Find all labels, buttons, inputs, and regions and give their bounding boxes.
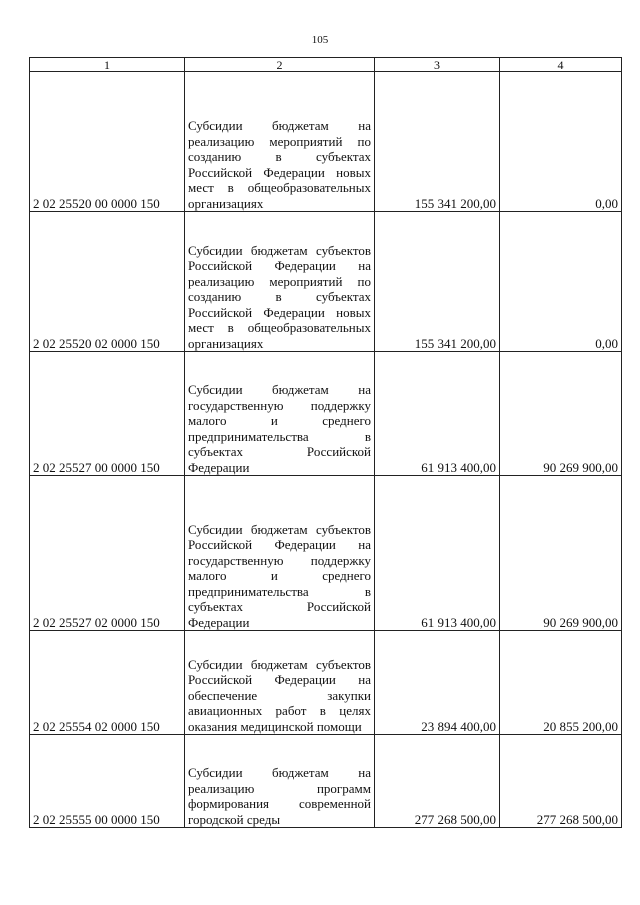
- row-value-col3: 61 913 400,00: [375, 476, 500, 631]
- row-description: Субсидии бюджетам на реализацию мероприятий по созданию в субъектах Российской Федерации новых мест в общеобразовательных организациях: [185, 72, 375, 212]
- row-value-col4: 0,00: [500, 72, 622, 212]
- row-value-col3: 277 268 500,00: [375, 735, 500, 828]
- row-value-col4: 90 269 900,00: [500, 476, 622, 631]
- table-header-row: [30, 58, 622, 72]
- row-description: Субсидии бюджетам субъектов Российской Федерации на государственную поддержку малого и среднего предпринимательства в субъектах Российской Федерации: [185, 476, 375, 631]
- row-value-col4: 0,00: [500, 212, 622, 352]
- table-row: [30, 72, 622, 212]
- row-description: Субсидии бюджетам на государственную поддержку малого и среднего предпринимательства в субъектах Российской Федерации: [185, 352, 375, 476]
- row-code: 2 02 25520 02 0000 150: [30, 212, 185, 352]
- table-row: [30, 735, 622, 828]
- row-code: 2 02 25554 02 0000 150: [30, 631, 185, 735]
- row-code: 2 02 25520 00 0000 150: [30, 72, 185, 212]
- column-header-4: 4: [500, 58, 622, 72]
- row-value-col3: 155 341 200,00: [375, 72, 500, 212]
- table-row: [30, 352, 622, 476]
- row-value-col4: 20 855 200,00: [500, 631, 622, 735]
- column-header-1: 1: [30, 58, 185, 72]
- row-value-col3: 61 913 400,00: [375, 352, 500, 476]
- row-code: 2 02 25527 02 0000 150: [30, 476, 185, 631]
- table-row: [30, 476, 622, 631]
- row-description: Субсидии бюджетам субъектов Российской Федерации на реализацию мероприятий по созданию в субъектах Российской Федерации новых мест в общеобразовательных организациях: [185, 212, 375, 352]
- column-header-3: 3: [375, 58, 500, 72]
- row-value-col4: 277 268 500,00: [500, 735, 622, 828]
- budget-table: [29, 57, 622, 828]
- row-code: 2 02 25555 00 0000 150: [30, 735, 185, 828]
- row-description: Субсидии бюджетам субъектов Российской Федерации на обеспечение закупки авиационных работ в целях оказания медицинской помощи: [185, 631, 375, 735]
- page-number: 105: [311, 34, 329, 46]
- table-row: [30, 212, 622, 352]
- row-description: Субсидии бюджетам на реализацию программ формирования современной городской среды: [185, 735, 375, 828]
- row-value-col4: 90 269 900,00: [500, 352, 622, 476]
- row-value-col3: 155 341 200,00: [375, 212, 500, 352]
- column-header-2: 2: [185, 58, 375, 72]
- row-code: 2 02 25527 00 0000 150: [30, 352, 185, 476]
- table-row: [30, 631, 622, 735]
- row-value-col3: 23 894 400,00: [375, 631, 500, 735]
